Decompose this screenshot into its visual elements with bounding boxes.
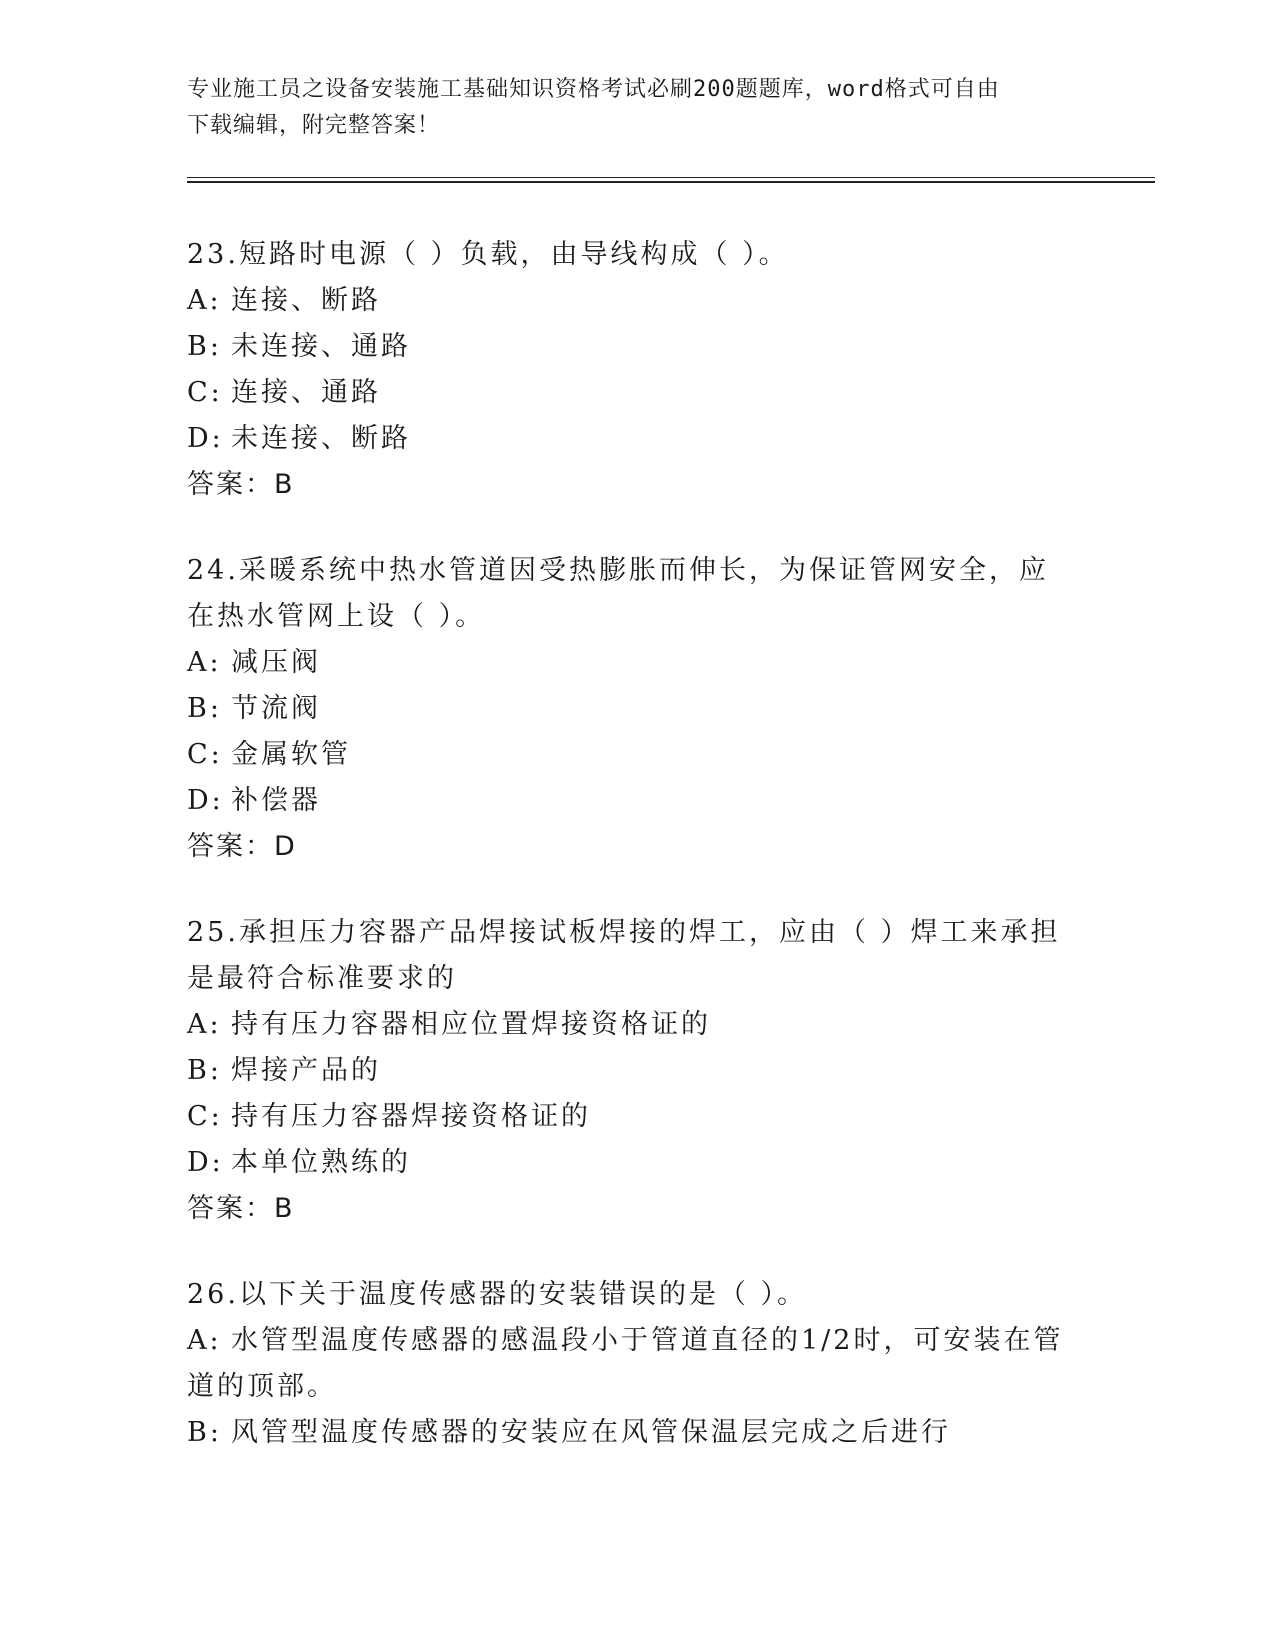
option-text: 风管型温度传感器的安装应在风管保温层完成之后进行 [231,1417,951,1448]
document-header [187,72,1087,144]
question-25 [187,910,1087,1232]
option-b [187,324,1087,370]
question-23 [187,232,1087,508]
option-c [187,1094,1087,1140]
option-label: B: [187,1417,222,1448]
option-text: 水管型温度传感器的感温段小于管道直径的1/2时，可安装在管道的顶部。 [187,1325,1064,1402]
option-label: D: [187,423,224,454]
question-stem: 25.承担压力容器产品焊接试板焊接的焊工，应由（ ）焊工来承担是最符合标准要求的 [187,917,1061,994]
option-text: 未连接、断路 [231,423,411,454]
answer-line: 答案：B [187,1193,295,1224]
option-text: 连接、通路 [231,377,381,408]
option-c [187,732,1087,778]
option-a [187,1318,1067,1410]
option-text: 补偿器 [231,785,321,816]
option-text: 减压阀 [231,647,321,678]
option-a [187,640,1087,686]
header-divider-thick [187,181,1155,183]
option-label: A: [187,1009,222,1040]
question-24 [187,548,1087,870]
option-text: 持有压力容器相应位置焊接资格证的 [231,1009,711,1040]
option-text: 金属软管 [231,739,351,770]
option-label: C: [187,377,223,408]
question-stem: 23.短路时电源（ ）负载，由导线构成（ ）。 [187,239,789,270]
option-text: 本单位熟练的 [231,1147,411,1178]
option-label: B: [187,693,222,724]
question-stem: 26.以下关于温度传感器的安装错误的是（ ）。 [187,1279,808,1310]
question-list [187,232,1087,1496]
header-divider-thin [187,177,1155,178]
option-text: 持有压力容器焊接资格证的 [231,1101,591,1132]
option-c [187,370,1087,416]
option-b [187,686,1087,732]
option-d [187,416,1087,462]
answer-line: 答案：D [187,831,297,862]
option-d [187,1140,1087,1186]
option-label: B: [187,1055,222,1086]
document-page [187,0,1157,1650]
option-b [187,1410,1087,1456]
option-label: D: [187,785,224,816]
option-label: B: [187,331,222,362]
option-label: C: [187,739,223,770]
option-text: 节流阀 [231,693,321,724]
option-a [187,278,1087,324]
option-text: 焊接产品的 [231,1055,381,1086]
option-label: D: [187,1147,224,1178]
option-d [187,778,1087,824]
header-line-1: 专业施工员之设备安装施工基础知识资格考试必刷200题题库，word格式可自由 [187,77,1000,102]
answer-line: 答案：B [187,469,295,500]
option-label: A: [187,647,222,678]
header-line-2: 下载编辑，附完整答案！ [187,113,441,138]
question-stem: 24.采暖系统中热水管道因受热膨胀而伸长，为保证管网安全，应在热水管网上设（ ）。 [187,555,1049,632]
option-label: C: [187,1101,223,1132]
option-b [187,1048,1087,1094]
question-26 [187,1272,1087,1456]
option-text: 连接、断路 [231,285,381,316]
option-text: 未连接、通路 [231,331,411,362]
option-label: A: [187,1325,222,1356]
option-a [187,1002,1087,1048]
option-label: A: [187,285,222,316]
